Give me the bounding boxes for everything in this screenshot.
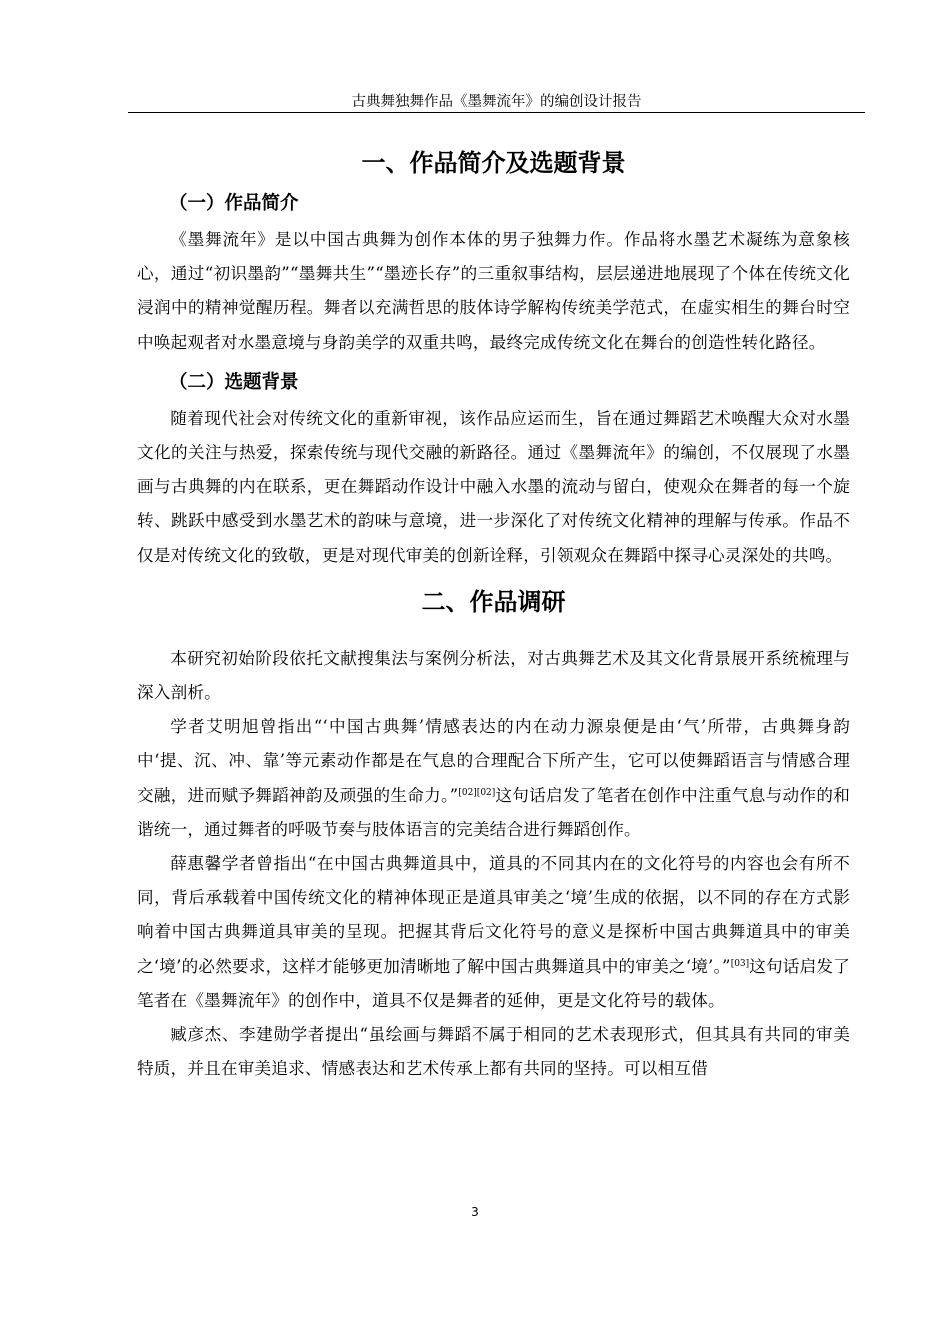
commentary-text: 这句话启发了笔者在《墨舞流年》的创作中，道具不仅是舞者的延伸，更是文化符号的载体。 <box>137 956 850 1010</box>
paragraph-quote-xue-huixin <box>137 847 850 1018</box>
paragraph-research-method: 本研究初始阶段依托文献搜集法与案例分析法，对古典舞艺术及其文化背景展开系统梳理与深入剖析。 <box>137 648 850 703</box>
commentary-text: 这句话启发了笔者在创作中注重气息与动作的和谐统一，通过舞者的呼吸节奏与肢体语言的完美结合进行舞蹈创作。 <box>137 785 850 839</box>
citation-marker: [03] <box>730 958 750 969</box>
section-title-research: 二、作品调研 <box>421 587 566 616</box>
paragraph-quote-ai-mingxu <box>137 710 850 847</box>
quote-text: 薛惠馨学者曾指出“在中国古典舞道具中，道具的不同其内在的文化符号的内容也会有所不同，背后承载着中国传统文化的精神体现正是道具审美之‘境’生成的依据，以不同的存在方式影响着中国古典舞道具审美的呈现。把握其背后文化符号的意义是探析中国古典舞道具中的审美之‘境’的必然要求，这样才能够更加清晰地了解中国古典舞道具中的审美之‘境’。” <box>137 854 850 976</box>
citation-marker: [02][02] <box>458 787 496 798</box>
subsection-title-topic-background: （二）选题背景 <box>169 371 299 393</box>
paragraph-topic-background: 随着现代社会对传统文化的重新审视，该作品应运而生，旨在通过舞蹈艺术唤醒大众对水墨文化的关注与热爱，探索传统与现代交融的新路径。通过《墨舞流年》的编创，不仅展现了水墨画与古典舞的内在联系，更在舞蹈动作设计中融入水墨的流动与留白，使观众在舞者的每一个旋转、跳跃中感受到水墨艺术的韵味与意境，进一步深化了对传统文化精神的理解与传承。作品不仅是对传统文化的致敬，更是对现代审美的创新诠释，引领观众在舞蹈中探寻心灵深处的共鸣。 <box>137 408 850 565</box>
subsection-title-work-intro: （一）作品简介 <box>169 193 299 214</box>
page-content <box>137 141 850 1086</box>
section-title-intro-background: 一、作品简介及选题背景 <box>361 149 626 177</box>
quote-text: 学者艾明旭曾指出“‘中国古典舞’情感表达的内在动力源泉便是由‘气’所带，古典舞身韵中‘提、沉、冲、靠’等元素动作都是在气息的合理配合下所产生，它可以使舞蹈语言与情感合理交融，进而赋予舞蹈神韵及顽强的生命力。” <box>137 717 850 805</box>
running-header: 古典舞独舞作品《墨舞流年》的编创设计报告 <box>128 92 865 113</box>
paragraph-quote-zang-li: 臧彦杰、李建勋学者提出“虽绘画与舞蹈不属于相同的艺术表现形式，但其具有共同的审美特质，并且在审美追求、情感表达和艺术传承上都有共同的坚持。可以相互借 <box>137 1025 850 1079</box>
page-number: 3 <box>471 1205 479 1219</box>
paragraph-work-intro: 《墨舞流年》是以中国古典舞为创作本体的男子独舞力作。作品将水墨艺术凝练为意象核心，通过“初识墨韵”“墨舞共生”“墨迹长存”的三重叙事结构，层层递进地展现了个体在传统文化浸润中的精神觉醒历程。舞者以充满哲思的肢体诗学解构传统美学范式，在虚实相生的舞台时空中唤起观者对水墨意境与身韵美学的双重共鸣，最终完成传统文化在舞台的创造性转化路径。 <box>137 230 850 352</box>
